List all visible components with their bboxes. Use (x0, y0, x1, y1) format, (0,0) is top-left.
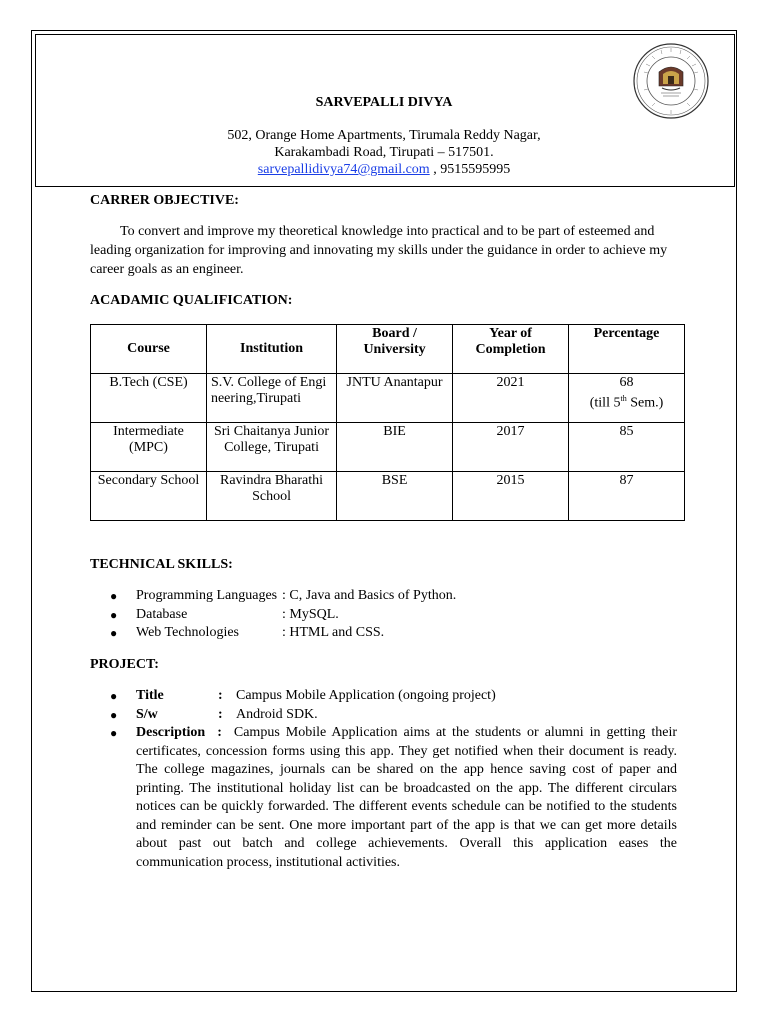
project-heading: PROJECT: (90, 657, 159, 672)
bullet-icon: ● (110, 626, 118, 640)
column-header: Course (91, 325, 207, 374)
institution-cell: Ravindra Bharathi School (206, 472, 336, 521)
address-line-2: Karakambadi Road, Tirupati – 517501. (274, 145, 494, 160)
board-cell: BSE (337, 472, 453, 521)
year-cell: 2021 (453, 374, 569, 423)
bullet-icon: ● (110, 726, 118, 740)
year-cell: 2017 (453, 423, 569, 472)
column-header: Institution (206, 325, 336, 374)
phone-number: , 9515595995 (429, 162, 511, 177)
percentage-cell: 87 (569, 472, 685, 521)
table-header-row (91, 325, 685, 374)
list-item: ● S/w : Android SDK. (110, 706, 677, 725)
bullet-icon: ● (110, 707, 118, 722)
objective-heading: CARRER OBJECTIVE: (90, 193, 239, 208)
list-item: ● Title : Campus Mobile Application (ongoing project) (110, 687, 677, 706)
project-list (110, 687, 677, 872)
candidate-name: SARVEPALLI DIVYA (315, 95, 453, 110)
course-cell: Intermediate (MPC) (91, 423, 207, 472)
year-cell: 2015 (453, 472, 569, 521)
academics-table (90, 324, 685, 521)
board-cell: JNTU Anantapur (337, 374, 453, 423)
table-row (91, 374, 685, 423)
column-header: Board / University (337, 325, 453, 374)
institution-cell: Sri Chaitanya Junior College, Tirupati (206, 423, 336, 472)
board-cell: BIE (337, 423, 453, 472)
bullet-icon: ● (110, 589, 118, 603)
address-line-1: 502, Orange Home Apartments, Tirumala Reddy Nagar, (227, 128, 541, 143)
percentage-cell: 85 (569, 423, 685, 472)
column-header: Percentage (569, 325, 685, 374)
contact-line (0, 161, 768, 178)
academics-heading: ACADAMIC QUALIFICATION: (90, 293, 293, 308)
list-item: ● Description : Campus Mobile Application aims at the students or alumni in getting their certificates, concession forms using this app. They get notified when their document is ready. The college magazines, journals can be shared on the app hence saving cost of paper and printing. The institutional holiday list can be broadcasted on the app. The different circulars notices can be quickly forwarded. The different events schedule can be notified to the students and reminder can be sent. One more important part of the app is that we can get more details about past out batch and college achievements. Overall this application eases the communication process, institutional activities. (110, 725, 677, 870)
list-item: ● Database : MySQL. (110, 606, 456, 625)
course-cell: B.Tech (CSE) (91, 374, 207, 423)
email-link[interactable]: sarvepallidivya74@gmail.com (257, 162, 430, 177)
skills-heading: TECHNICAL SKILLS: (90, 557, 233, 572)
institution-cell: S.V. College of Engineering,Tirupati (206, 374, 336, 423)
percentage-cell: 68 (till 5th Sem.) (569, 374, 685, 423)
course-cell: Secondary School (91, 472, 207, 521)
table-row (91, 472, 685, 521)
skills-list (110, 587, 456, 643)
bullet-icon: ● (110, 607, 118, 622)
column-header: Year of Completion (453, 325, 569, 374)
list-item: ● Programming Languages : C, Java and Basics of Python. (110, 587, 456, 606)
bullet-icon: ● (110, 689, 118, 703)
table-row (91, 423, 685, 472)
list-item: ● Web Technologies : HTML and CSS. (110, 624, 456, 643)
objective-text: To convert and improve my theoretical knowledge into practical and to be part of esteemed and leading organization for improving and innovating my skills under the guidance in order to achieve my career goals as an engineer. (90, 224, 668, 277)
